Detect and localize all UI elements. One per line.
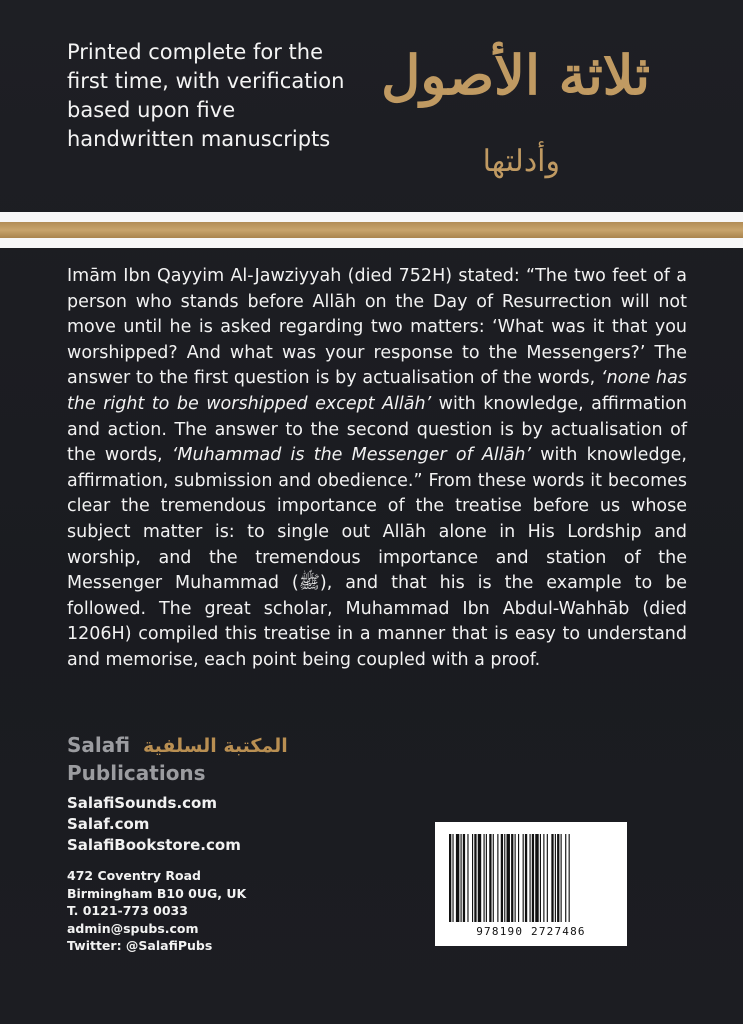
- tagline: Printed complete for the first time, with verification based upon five handwritten manuscripts: [67, 40, 345, 151]
- gold-stripe: [0, 222, 743, 238]
- barcode: [435, 822, 627, 946]
- address-line-5: Twitter: @SalafiPubs: [67, 938, 213, 954]
- publisher-name-line2: Publications: [67, 761, 206, 785]
- publisher-logo: [67, 732, 327, 787]
- barcode-number: 978190 2727486: [476, 925, 586, 938]
- address-line-1: 472 Coventry Road: [67, 868, 201, 883]
- publisher-name-arabic: المكتبة السلفية: [143, 735, 288, 757]
- arabic-subtitle: وأدلتها: [482, 144, 560, 179]
- address-line-2: Birmingham B10 0UG, UK: [67, 885, 247, 901]
- blurb-quote-1: ‘none has the right to be worshipped except Allāh’: [67, 368, 687, 414]
- publisher-address: [67, 867, 246, 955]
- blurb-quote-2: ‘Muhammad is the Messenger of Allāh’: [171, 445, 532, 466]
- blurb-part-2: with knowledge, affirmation and action. The answer to the second question is by actualisation of the words,: [67, 393, 687, 466]
- address-line-3: T. 0121-773 0033: [67, 903, 188, 919]
- website-1: SalafiSounds.com: [67, 794, 217, 812]
- blurb-part-1: Imām Ibn Qayyim Al-Jawziyyah (died 752H) stated: “The two feet of a person who stands before Allāh on the Day of Resurrection will not move until he is asked regarding two matters: ‘What was it that you worshipped? And what was your response to the Messengers?’ The answer to the first question is by actualisation of the words,: [67, 266, 687, 389]
- publisher-websites: [67, 793, 241, 856]
- address-line-4: admin@spubs.com: [67, 920, 199, 936]
- blurb-text: [67, 264, 687, 674]
- website-2: Salaf.com: [67, 815, 150, 833]
- arabic-title: ثلاثة الأصول: [381, 43, 650, 107]
- blurb-part-3: with knowledge, affirmation, submission and obedience.” From these words it becomes clear the tremendous importance of the treatise before us whose subject matter is: to single out Allāh alone in His Lordship and worship, and the tremendous importance and station of the Messenger Muhammad (ﷺ), and that his is the example to be followed. The great scholar, Muhammad Ibn Abdul-Wahhāb (died 1206H) compiled this treatise in a manner that is easy to understand and memorise, each point being coupled with a proof.: [67, 445, 688, 670]
- website-3: SalafiBookstore.com: [67, 836, 241, 854]
- barcode-bars: [449, 834, 613, 924]
- publisher-name-line1: Salafi: [67, 733, 131, 757]
